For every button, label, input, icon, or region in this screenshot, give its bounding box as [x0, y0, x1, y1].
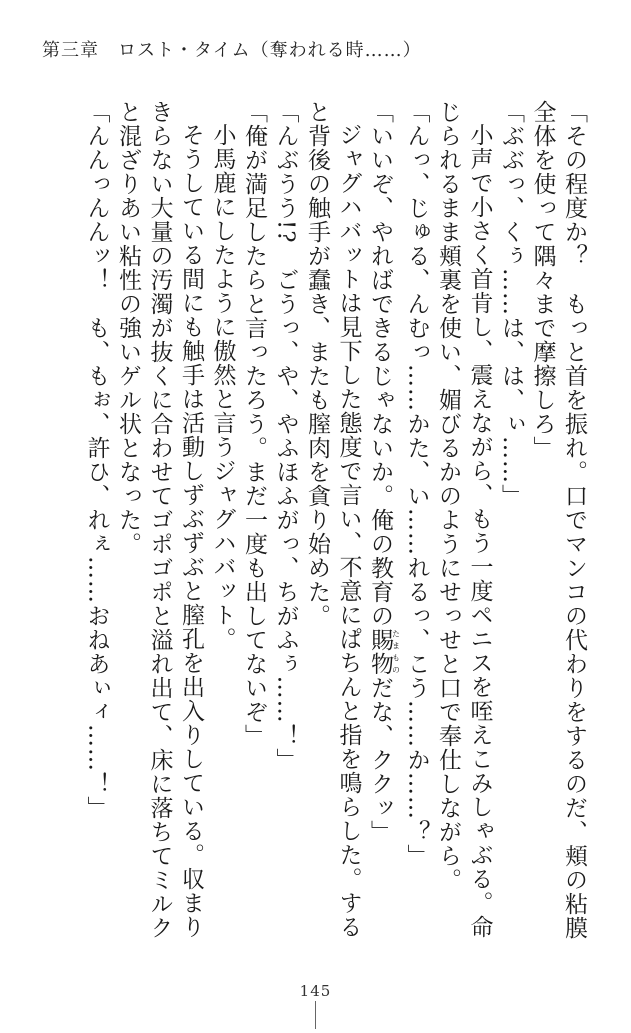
body-text: [29, 100, 589, 940]
paragraph-with-ruby: [364, 100, 401, 940]
ruby-annotation: [367, 628, 401, 676]
paragraph: 「んぶうう!? ごうっ、や、やふほふがっ、ちがふぅ……！」: [272, 100, 299, 772]
text-segment: 「いいぞ、やればできるじゃないか。俺の教育の: [367, 100, 393, 628]
ruby-base: 賜物: [367, 628, 393, 676]
paragraph: 「俺が満足したらと言ったろう。まだ一度も出してないぞ」: [241, 100, 267, 748]
page-number: 145: [299, 982, 332, 1000]
running-header: 第三章 ロスト・タイム（奪われる時……）: [42, 40, 422, 61]
paragraph: 「その程度か？ もっと首を振れ。口でマンコの代わりをするのだ、頬の粘膜全体を使って隅々まで摩擦しろ」: [529, 100, 587, 940]
paragraph: 「んっ、じゅる、んむっ……かた、い……れるっ、こう……か……？」: [403, 100, 430, 868]
paragraph: ジャグハバットは見下した態度で言い、不意にぱちんと指を鳴らした。すると背後の触手が蠢き、またも膣肉を貪り始めた。: [304, 100, 362, 939]
paragraph: そうしている間にも触手は活動しずぶずぶと膣孔を出入りしている。収まりきらない大量の汚濁が抜くに合わせてゴポゴポと溢れ出て、床に落ちてミルクと混ざりあい粘性の強いゲル状となった。: [115, 100, 204, 940]
page-number-rule: [315, 1001, 316, 1029]
paragraph: 小声で小さく首肯し、震えながら、もう一度ペニスを咥えこみしゃぶる。命じられるまま頬裏を使い、媚びるかのようにせっせと口で奉仕しながら。: [435, 100, 493, 939]
text-segment: だな、ククッ」: [367, 676, 393, 844]
paragraph: 「ぶぶっ、くぅ……は、は、ぃ……」: [498, 100, 524, 508]
paragraph: 小馬鹿にしたように傲然と言うジャグハバット。: [209, 123, 236, 651]
paragraph: 「んんっんんッ！ も、もぉ、許ひ、れぇ……おねあぃィ……！」: [83, 100, 110, 820]
ruby-reading: たまもの: [391, 628, 401, 676]
